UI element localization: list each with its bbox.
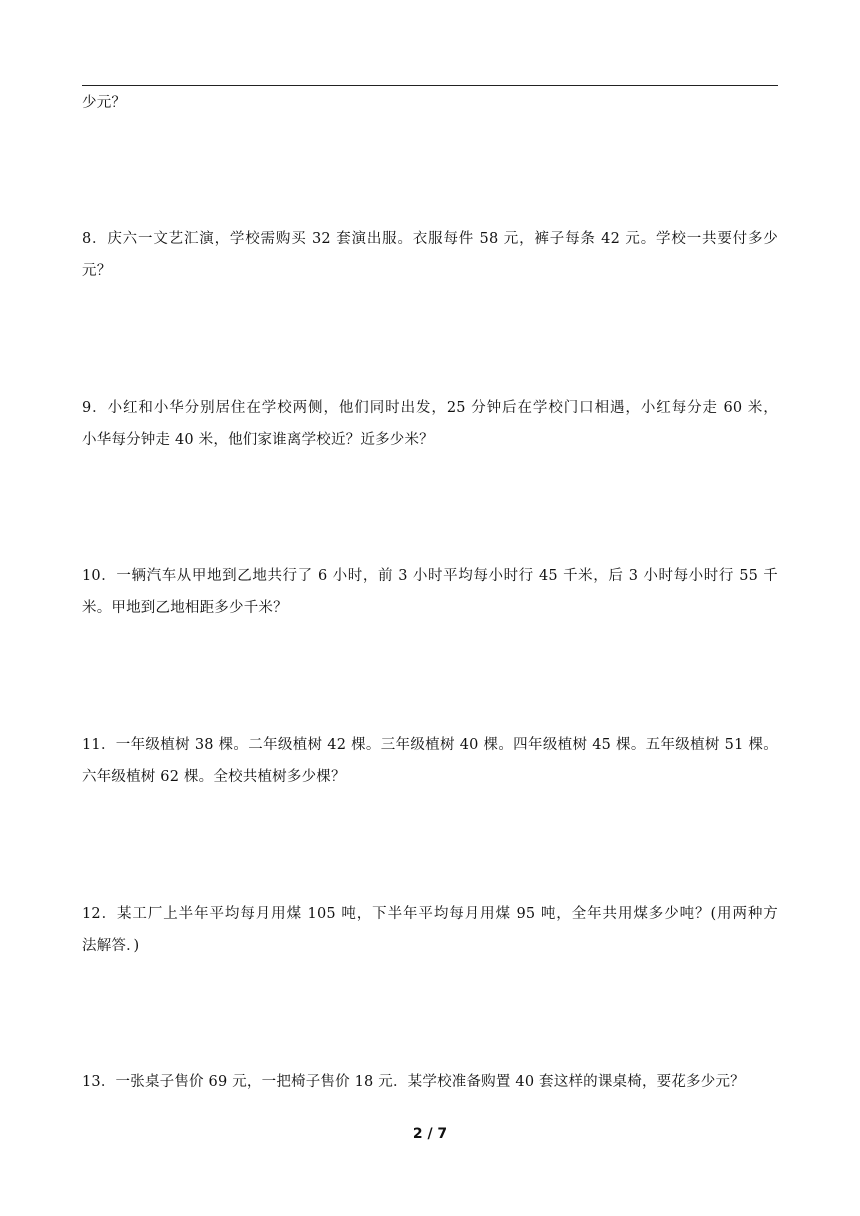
question-9-line-2: 小华每分钟走 40 米，他们家谁离学校近？近多少米？ bbox=[82, 432, 434, 448]
question-9-line-1: 9．小红和小华分别居住在学校两侧，他们同时出发，25 分钟后在学校门口相遇，小红每分走 60 米， bbox=[82, 400, 778, 416]
question-13-line-1: 13．一张桌子售价 69 元，一把椅子售价 18 元．某学校准备购置 40 套这样的课桌椅，要花多少元？ bbox=[82, 1074, 745, 1090]
question-12-line-2: 法解答．) bbox=[82, 938, 140, 954]
question-10-line-2: 米。甲地到乙地相距多少千米？ bbox=[82, 600, 288, 616]
question-11-line-2: 六年级植树 62 棵。全校共植树多少棵？ bbox=[82, 769, 346, 785]
question-12-line-1: 12．某工厂上半年平均每月用煤 105 吨，下半年平均每月用煤 95 吨，全年共用煤多少吨？(用两种方 bbox=[82, 906, 778, 922]
header-rule bbox=[82, 85, 778, 86]
question-11-line-1: 11．一年级植树 38 棵。二年级植树 42 棵。三年级植树 40 棵。四年级植树 45 棵。五年级植树 51 棵。 bbox=[82, 737, 778, 753]
continued-text: 少元？ bbox=[82, 95, 127, 111]
question-8-line-2: 元？ bbox=[82, 263, 112, 279]
page-number: 2 / 7 bbox=[412, 1126, 448, 1142]
question-8-line-1: 8．庆六一文艺汇演，学校需购买 32 套演出服。衣服每件 58 元，裤子每条 42 元。学校一共要付多少 bbox=[82, 231, 778, 247]
question-10-line-1: 10．一辆汽车从甲地到乙地共行了 6 小时，前 3 小时平均每小时行 45 千米，后 3 小时每小时行 55 千 bbox=[82, 568, 778, 584]
